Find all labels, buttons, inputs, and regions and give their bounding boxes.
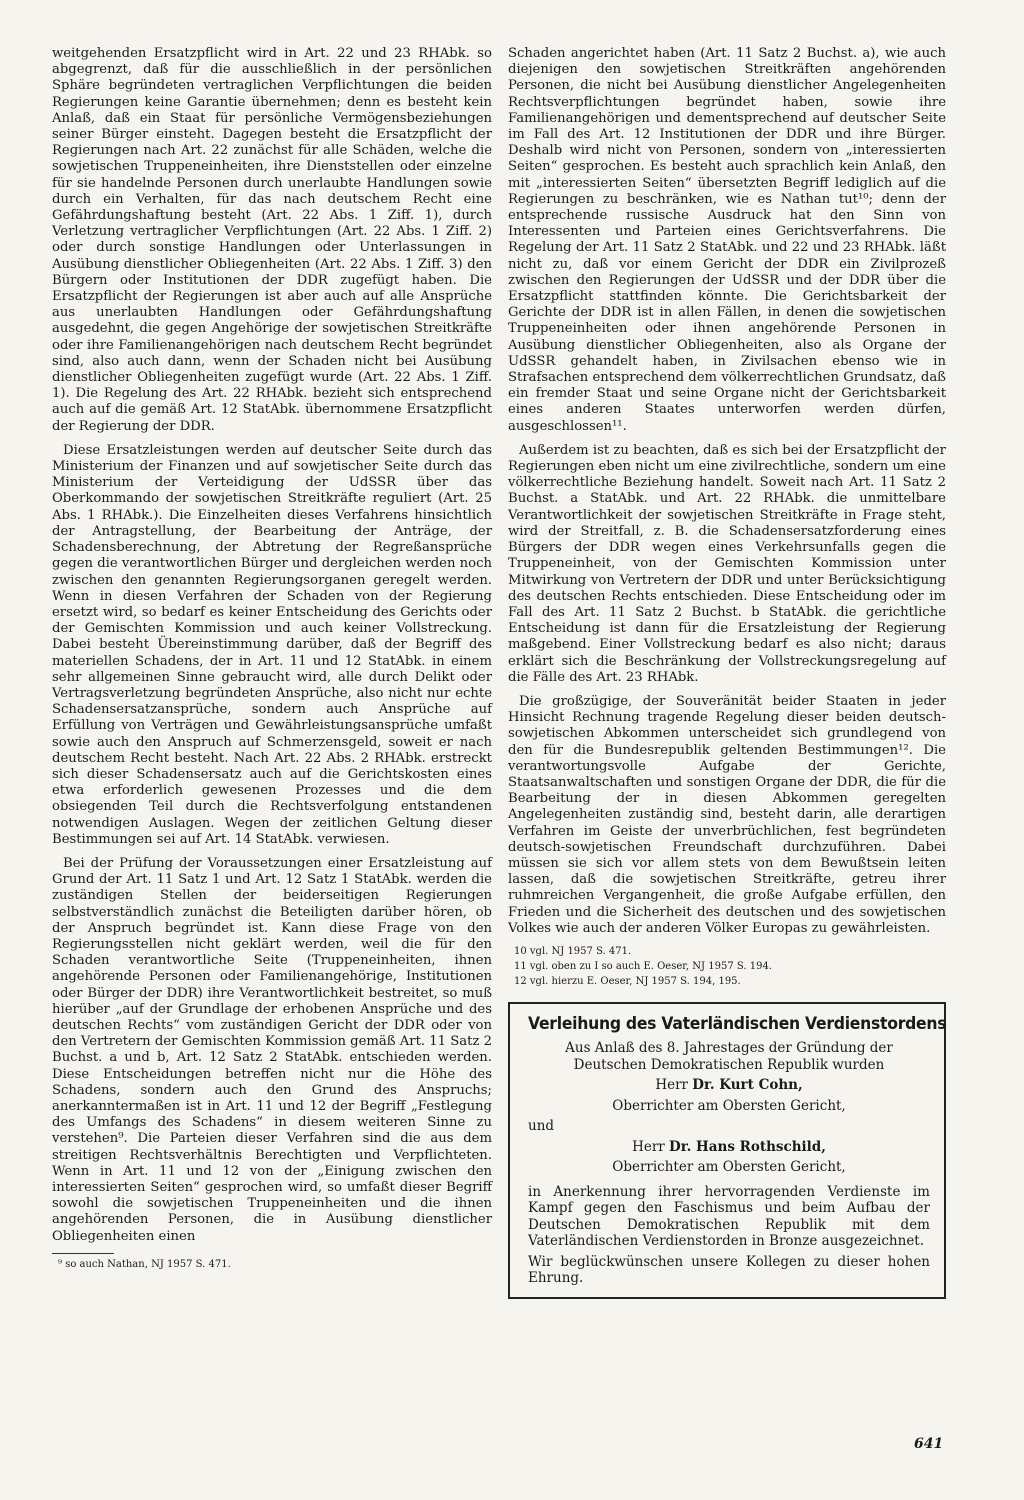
- paragraph: Bei der Prüfung der Voraussetzungen einer Ersatzleistung auf Grund der Art. 11 Satz 1 und Art. 12 Satz 1 StatAbk. werden die zuständigen Stellen der beiderseitigen Regierungen selbstverständlich zunächst die Beteiligten darüber hören, ob der Anspruch begründet ist. Kann diese Frage von den Regierungsstellen nicht geklärt werden, weil die für den Schaden verantwortliche Seite (Truppeneinheiten, ihnen angehörende Personen oder Familienangehörige, Institutionen oder Bürger der DDR) ihre Verantwortlichkeit bestreitet, so muß hierüber „auf der Grundlage der erhobenen Ansprüche und des deutschen Rechts“ vom zuständigen Gericht der DDR oder von den Vertretern der Gemischten Kommission gemäß Art. 11 Satz 2 Buchst. a und b, Art. 12 Satz 2 StatAbk. entschieden werden. Diese Entscheidungen betreffen nicht nur die Höhe des Schadens, sondern auch den Grund des Anspruchs; anerkanntermaßen ist in Art. 11 und 12 der Begriff „Festlegung des Umfangs des Schadens“ in diesem weiteren Sinne zu verstehen⁹. Die Parteien dieser Verfahren sind die aus dem streitigen Rechtsverhältnis Berechtigten und Verpflichteten. Wenn in Art. 11 und 12 von der „Einigung zwischen den interessierten Seiten“ gesprochen wird, so umfaßt dieser Begriff sowohl die sowjetischen Truppeneinheiten und die ihnen angehörenden Personen, die in Ausübung dienstlicher Obliegenheiten einen: [52, 855, 492, 1244]
- paragraph: Diese Ersatzleistungen werden auf deutscher Seite durch das Ministerium der Finanzen und auf sowjetischer Seite durch das Ministerium der Verteidigung der UdSSR über das Oberkommando der sowjetischen Streitkräfte reguliert (Art. 25 Abs. 1 RHAbk.). Die Einzelheiten dieses Verfahrens hinsichtlich der Antragstellung, der Bearbeitung der Anträge, der Schadensberechnung, der Abtretung der Regreßansprüche gegen die verantwortlichen Bürger und dergleichen werden noch zwischen den genannten Regierungsorganen geregelt werden. Wenn in diesen Verfahren der Schaden von der Regierung ersetzt wird, so bedarf es keiner Entscheidung des Gerichts oder der Gemischten Kommission und auch keiner Vollstreckung. Dabei besteht Übereinstimmung darüber, daß der Begriff des materiellen Schadens, der in Art. 11 und 12 StatAbk. in einem sehr allgemeinen Sinne gebraucht wird, alle durch Delikt oder Vertragsverletzung begründeten Ansprüche, also nicht nur echte Schadensersatzansprüche, sondern auch Ansprüche auf Erfüllung von Verträgen und Gewährleistungsansprüche umfaßt sowie auch den Anspruch auf Schmerzensgeld, soweit er nach deutschem Recht besteht. Nach Art. 22 Abs. 2 RHAbk. erstreckt sich dieser Schadensersatz auch auf die Gerichtskosten eines etwa erforderlich gewesenen Prozesses und die dem obsiegenden Teil durch die Rechtsverfolgung entstandenen notwendigen Auslagen. Wegen der zeitlichen Geltung dieser Bestimmungen sei auf Art. 14 StatAbk. verwiesen.: [52, 442, 492, 847]
- right-column: [508, 46, 946, 1299]
- footnote: 12 vgl. hierzu E. Oeser, NJ 1957 S. 194, 195.: [514, 975, 741, 987]
- announcement-body: in Anerkennung ihrer hervorragenden Verdienste im Kampf gegen den Faschismus und beim Aufbau der Deutschen Demokratischen Republik mit dem Vaterländischen Verdienstorden in Bronze ausgezeichnet.: [528, 1183, 930, 1250]
- paragraph: Die großzügige, der Souveränität beider Staaten in jeder Hinsicht Rechnung tragende Regelung dieser beiden deutsch-sowjetischen Abkommen unterscheidet sich grundlegend von den für die Bundesrepublik geltenden Bestimmungen¹². Die verantwortungsvolle Aufgabe der Gerichte, Staatsanwaltschaften und sonstigen Organe der DDR, die für die Bearbeitung der in diesen Abkommen geregelten Angelegenheiten zuständig sind, besteht darin, alle derartigen Verfahren im Geiste der unverbrüchlichen, fest begründeten deutsch-sowjetischen Freundschaft durchzuführen. Dabei müssen sie sich vor allem stets von dem Bewußtsein leiten lassen, daß die sowjetischen Streitkräfte, getreu ihrer ruhmreichen Vergangenheit, die große Aufgabe erfüllen, den Frieden und die Sicherheit des deutschen und des sowjetischen Volkes wie auch der anderen Völker Europas zu gewährleisten.: [508, 693, 946, 936]
- announcement-closing: Wir beglückwünschen unsere Kollegen zu dieser hohen Ehrung.: [528, 1253, 930, 1287]
- page-number: 641: [914, 1436, 944, 1452]
- honoree-name: Dr. Hans Rothschild,: [669, 1138, 826, 1155]
- paragraph: Außerdem ist zu beachten, daß es sich bei der Ersatzpflicht der Regierungen eben nicht um eine zivilrechtliche, sondern um eine völkerrechtliche Beziehung handelt. Soweit nach Art. 11 Satz 2 Buchst. a StatAbk. und Art. 22 RHAbk. die unmittelbare Verantwortlichkeit der sowjetischen Streitkräfte in Frage steht, wird der Streitfall, z. B. die Schadensersatzforderung eines Bürgers der DDR wegen eines Verkehrsunfalls gegen die Truppeneinheit, von der Gemischten Kommission unter Mitwirkung von Vertretern der DDR und unter Berücksichtigung des deutschen Rechts entschieden. Diese Entscheidung oder im Fall des Art. 11 Satz 2 Buchst. b StatAbk. die gerichtliche Entscheidung ist dann für die Ersatzleistung der Regierung maßgebend. Einer Vollstreckung bedarf es also nicht; daraus erklärt sich die Beschränkung der Vollstreckungsregelung auf die Fälle des Art. 23 RHAbk.: [508, 442, 946, 685]
- honoree-1: [528, 1077, 930, 1094]
- honoree-2: [528, 1139, 930, 1156]
- paragraph: weitgehenden Ersatzpflicht wird in Art. 22 und 23 RHAbk. so abgegrenzt, daß für die ausschließlich in der persönlichen Sphäre begründeten vertraglichen Verpflichtungen die beiden Regierungen keine Garantie übernehmen; denn es besteht kein Anlaß, daß ein Staat für persönliche Vermögensbeziehungen seiner Bürger einsteht. Dagegen besteht die Ersatzpflicht der Regierungen nach Art. 22 zunächst für alle Schäden, welche die sowjetischen Truppeneinheiten, ihre Dienststellen oder einzelne für sie handelnde Personen durch unerlaubte Handlungen sowie durch ein Verhalten, für das nach deutschem Recht eine Gefährdungshaftung besteht (Art. 22 Abs. 1 Ziff. 1), durch Verletzung vertraglicher Verpflichtungen (Art. 22 Abs. 1 Ziff. 2) oder durch sonstige Handlungen oder Unterlassungen in Ausübung dienstlicher Obliegenheiten (Art. 22 Abs. 1 Ziff. 3) den Bürgern oder Institutionen der DDR zugefügt haben. Die Ersatzpflicht der Regierungen ist aber auch auf alle Ansprüche aus unerlaubten Handlungen oder Gefährdungshaftung ausgedehnt, die gegen Angehörige der sowjetischen Streitkräfte oder ihre Familienangehörigen nach deutschem Recht begründet sind, also auch dann, wenn der Schaden nicht bei Ausübung dienstlicher Obliegenheiten zugefügt wurde (Art. 22 Abs. 1 Ziff. 1). Die Regelung des Art. 22 RHAbk. bezieht sich entsprechend auch auf die gemäß Art. 12 StatAbk. übernommene Ersatzpflicht der Regierung der DDR.: [52, 46, 492, 434]
- footnotes: [52, 1258, 492, 1271]
- award-announcement-box: [508, 1002, 946, 1299]
- announcement-intro: Aus Anlaß des 8. Jahrestages der Gründung der Deutschen Demokratischen Republik wurden: [565, 1040, 893, 1073]
- footnote: 11 vgl. oben zu I so auch E. Oeser, NJ 1957 S. 194.: [514, 960, 772, 972]
- left-column: [52, 46, 492, 1273]
- honoree-prefix: Herr: [632, 1138, 670, 1155]
- honoree-prefix: Herr: [655, 1077, 693, 1094]
- footnote: ⁹ so auch Nathan, NJ 1957 S. 471.: [58, 1258, 231, 1270]
- footnotes: [508, 945, 946, 988]
- honoree-role: Oberrichter am Obersten Gericht,: [612, 1159, 846, 1176]
- honoree-role: Oberrichter am Obersten Gericht,: [612, 1097, 846, 1114]
- footnote-rule: [52, 1253, 114, 1254]
- paragraph: Schaden angerichtet haben (Art. 11 Satz 2 Buchst. a), wie auch diejenigen den sowjetischen Streitkräften angehörenden Personen, die nicht bei Ausübung dienstlicher Angelegenheiten Rechtsverpflichtungen begründet haben, sowie ihre Familienangehörigen und dementsprechend auf deutscher Seite im Fall des Art. 12 Institutionen der DDR und ihre Bürger. Deshalb wird nicht von Personen, sondern von „interessierten Seiten“ gesprochen. Es besteht auch sprachlich kein Anlaß, den mit „interessierten Seiten“ übersetzten Begriff lediglich auf die Regierungen zu beschränken, wie es Nathan tut¹⁰; denn der entsprechende russische Ausdruck hat den Sinn von Interessenten und Parteien eines Gerichtsverfahrens. Die Regelung der Art. 11 Satz 2 StatAbk. und 22 und 23 RHAbk. läßt nicht zu, daß vor einem Gericht der DDR ein Zivilprozeß zwischen den Regierungen der UdSSR und der DDR über die Ersatzpflicht stattfinden könnte. Die Gerichtsbarkeit der Gerichte der DDR ist in allen Fällen, in denen die sowjetischen Truppeneinheiten oder ihnen angehörende Personen in Ausübung dienstlicher Obliegenheiten, also als Organe der UdSSR gehandelt haben, in Zivilsachen ebenso wie in Strafsachen entsprechend dem völkerrechtlichen Grundsatz, daß ein fremder Staat und seine Organe nicht der Gerichtsbarkeit eines anderen Staates unterworfen werden dürfen, ausgeschlossen¹¹.: [508, 46, 946, 434]
- honoree-name: Dr. Kurt Cohn,: [692, 1077, 803, 1094]
- connector-text: und: [528, 1118, 555, 1135]
- footnote: 10 vgl. NJ 1957 S. 471.: [514, 945, 632, 957]
- announcement-title: Verleihung des Vaterländischen Verdienstordens: [528, 1013, 947, 1034]
